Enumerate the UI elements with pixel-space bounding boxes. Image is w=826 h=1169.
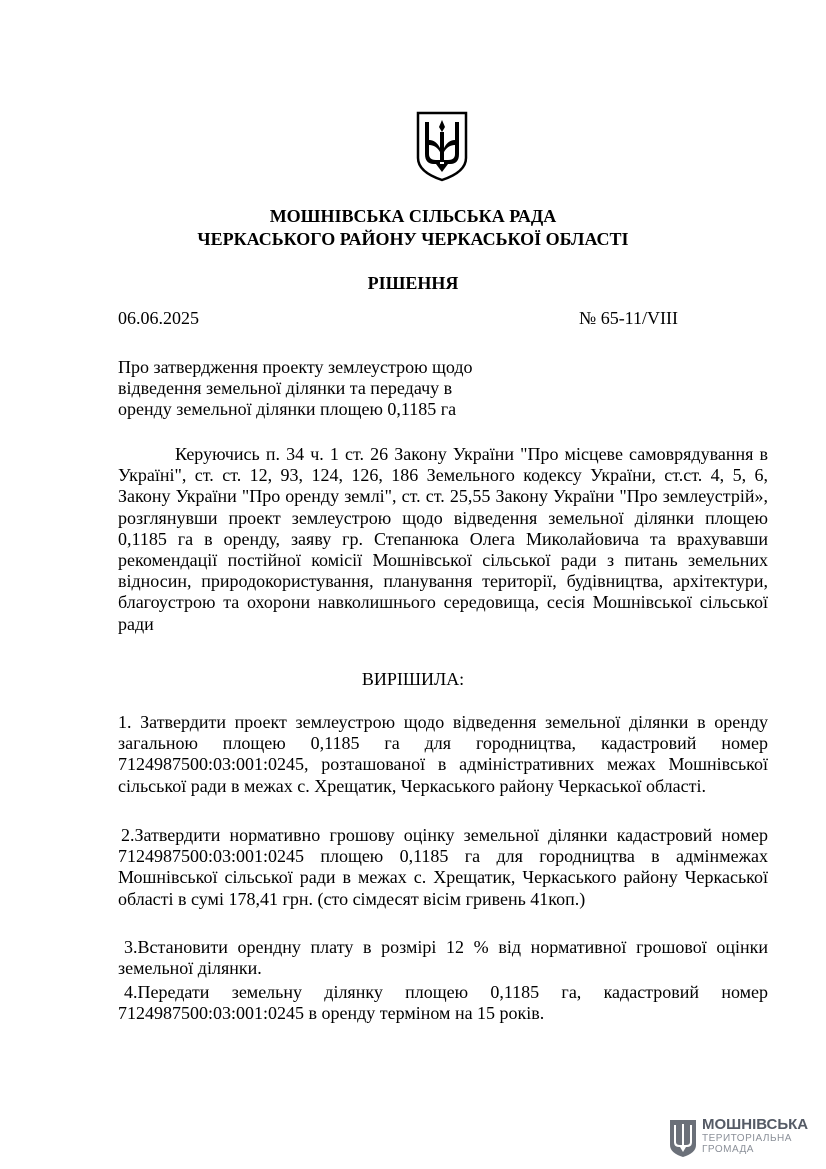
decision-date: 06.06.2025 [118,308,199,328]
council-region: ЧЕРКАСЬКОГО РАЙОНУ ЧЕРКАСЬКОЇ ОБЛАСТІ [197,229,629,249]
decision-item-2: 2.Затвердити нормативно грошову оцінку земельної ділянки кадастровий номер 7124987500:03:001:0245 площею 0,1185 га для городництва в адмінмежах Мошнівської сільської ради в межах с. Хрещатик, Черкаського району Черкаської області в сумі 178,41 грн. (сто сімдесят вісім гривень 41коп.) [118,825,768,909]
logo-subtitle: ТЕРИТОРІАЛЬНА [702,1133,792,1144]
decision-item-4: 4.Передати земельну ділянку площею 0,1185 га, кадастровий номер 7124987500:03:001:0245 в оренду терміном на 15 років. [118,982,768,1024]
document-type-title: РІШЕННЯ [367,273,459,293]
decision-item-3: 3.Встановити орендну плату в розмірі 12 % від нормативної грошової оцінки земельної ділянки. [118,937,768,979]
logo-title: МОШНІВСЬКА [702,1116,809,1133]
decided-heading: ВИРІШИЛА: [361,669,465,689]
subject-line: Про затвердження проекту землеустрою щодо [118,357,473,377]
community-logo [668,1116,818,1160]
preamble-paragraph: Керуючись п. 34 ч. 1 ст. 26 Закону України "Про місцеве самоврядування в Україні", ст. ст. 12, 93, 124, 126, 186 Земельного кодексу України, ст.ст. 4, 5, 6, Закону України "Про оренду землі", ст. ст. 25,55 Закону України "Про землеустрій», розглянувши проект землеустрою щодо відведення земельної ділянки площею 0,1185 га в оренду, заяву гр. Степанюка Олега Миколайовича та врахувавши рекомендації постійної комісії Мошнівської сільської ради з питань земельних відносин, природокористування, планування території, будівництва, архітектури, благоустрою та охорони навколишнього середовища, сесія Мошнівської сільської ради [118,444,768,634]
decision-item-1: 1. Затвердити проект землеустрою щодо відведення земельної ділянки в оренду загальною площею 0,1185 га для городництва, кадастровий номер 7124987500:03:001:0245, розташованої в адміністративних межах Мошнівської сільської ради в межах с. Хрещатик, Черкаського району Черкаської області. [118,712,768,796]
subject-line: оренду земельної ділянки площею 0,1185 га [118,399,457,419]
trident-coat-of-arms-icon [414,110,470,182]
subject-line: відведення земельної ділянки та передачу в [118,378,453,398]
council-name: МОШНІВСЬКА СІЛЬСЬКА РАДА [269,206,557,226]
decision-subject [118,357,498,420]
trident-coat-of-arms-icon [668,1118,698,1158]
logo-subtitle: ГРОМАДА [702,1144,754,1155]
decision-number: № 65-11/VIII [579,308,678,328]
